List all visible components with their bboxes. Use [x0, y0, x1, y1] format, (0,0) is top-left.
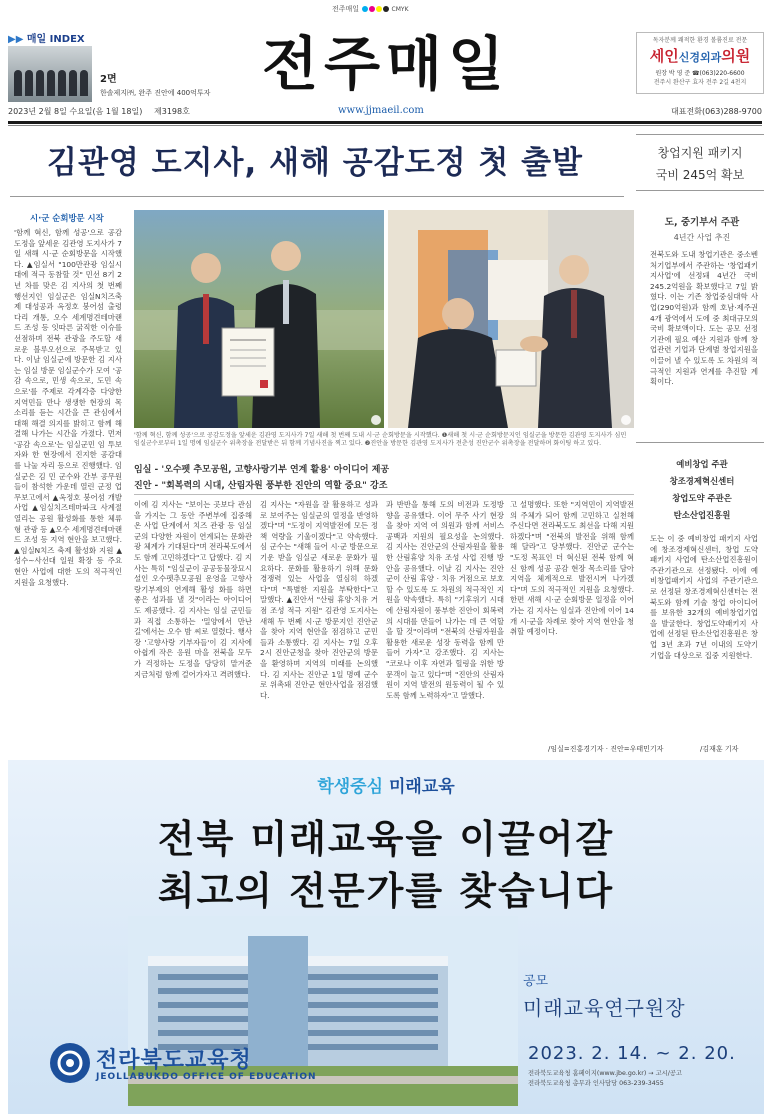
ad-note-website[interactable]: 전라북도교육청 홈페이지(www.jbe.go.kr) → 고시/공고 [528, 1070, 683, 1077]
phone-number: 대표전화(063)288-9700 [671, 107, 762, 116]
clinic-ad[interactable]: 독자분께 쾌적한 환경 볼륨진료 전문 세인신경외과의원 원장 박 영 준 ☎(063)220-6600 전주시 완산구 효자 전주 2길 4천지 [636, 32, 764, 94]
body-column-3: 과 반반을 통해 도의 비전과 도정방향을 공유했다. 이어 무주 사기 현장을 찾아 지역 여 의원과 함께 서비스 공백과 지원의 필요성을 논의했다. 김 지사는 진안군의 산림자원을 활용한 산림휴양 치유 조성 사업 진행 방안을 공유했다. 이날 김 지사는 진안군이 산림 휴양 · 치유 거점으로 보호할 수 있도록 도 차원의 적극적인 지원을 약속했다. 특히 "기후위기 시대에 산림자원이 풍부한 진안이 회복력의 시대를 만들어 나가는 데 큰 역할을 할 것"이라며 "전북의 산림자원을 활용한 새로운 성장 동력을 함께 만들어 가자"고 강조했다. 김 지사는 "코로나 이후 자연과 힐링을 위한 방문객이 늘고 있다"며 "진안의 산림자원이 지역 발전의 원동력이 될 수 있도록 함께 노력하자"고 말했다. [386, 500, 504, 700]
dateline [8, 106, 762, 119]
ad-headline-2: 최고의 전문가를 찾습니다 [157, 869, 615, 913]
issue-date: 2023년 2월 8일 수요일(음 1월 18일) [8, 107, 143, 116]
body-column-4: 고 설명했다. 또한 "지역민이 지역발전의 주체가 되어 함께 고민하고 실천해 주신다면 전라북도도 최선을 다해 지원하겠다"며 "전북의 발전을 위해 함께 해 달라"고 당부했다. 진안군 군수는 "도정 목표인 더 혁신된 전북 함께 혁신 함께 성공 공감 현장 목소리를 담아 지역을 체계적으로 발전시켜 나가겠다"며 도의 적극적인 지원을 요청했다. 한편 새해 시·군 순회방문 일정을 이어가는 김 지사는 임실과 진안에 이어 14개 시·군을 차례로 찾아 지역 현안을 청취할 예정이다. [510, 500, 634, 637]
index-title: ▶▶ 매일 INDEX [8, 34, 85, 45]
photo-caption: '함께 혁신, 함께 성공'으로 공감도정을 앞세운 김관영 도지사가 7일 새해 첫 번째 도내 시·군 순회방문을 시작했다. ❶새해 첫 시·군 순회방문지인 임실군을 방문한 김관영 도지사가 심민 임실군수로부터 1일 명예 임실군수 위촉장을 전달받은 뒤 함께 기념사진을 찍고 있다. ❷진안을 방문한 김관영 도지사가 전춘성 진안군수 위촉장을 전달하며 화이팅 하고 있다. [134, 432, 627, 447]
body-column-2: 김 지사는 "자원을 잘 활용하고 성과로 보여주는 임실군의 열정을 반영하겠다"며 "도정이 지역발전에 모든 정책 역량을 기울이겠다"고 약속했다. 심 군수는 "새해 들어 시·군 방문으로 기운 받을 임실군 새로운 문화가 필요하다. 문화를 활용하기 위해 문화 경쟁력 있는 사업을 열심히 하겠다"며 "특별한 지원을 부탁한다"고 말했다. ▲진안서 "산림 휴양·치유 거점 조성 적극 지원" 김관영 도지사는 새해 두 번째 시·군 방문지인 진안군을 찾아 지역 현안을 점검하고 군민들과 소통했다. 김 지사는 7일 오후 2시 진안군청을 찾아 진안군의 방문을 환영하며 지역의 미래를 논의했다. 김 지사는 진안군 1일 명예 군수로 위촉돼 진안군 현안사업을 점검했다. [260, 500, 378, 700]
article-byline: /임실=진홍경기자 · 진안=우태민기자 [548, 745, 664, 753]
clinic-name: 세인신경외과의원 [649, 47, 751, 65]
right-subhead-1: 도, 중기부서 주관 [664, 217, 740, 228]
ad-date: 2023. 2. 14. ~ 2. 20. [528, 1043, 736, 1064]
left-column-text: '함께 혁신, 함께 성공'으로 공감도정을 앞세운 김관영 도지사가 7일 새해 시·군 순회방문을 시작했다. ▲임실서 "100만관광 임실시대에 적극 동참할 것" 민선 8기 2년 차를 맞은 김 지사의 첫 번째 행선지인 임실군은 임실N치즈축제 대성공과 옥정호 붕어섬 출렁다리 개통, 오수 세계명견테마랜드 조성 등 잇따른 굵직한 이슈를 선점하며 전북 관광을 주도할 새로운 블루오션으로 주목받고 있다. 이날 임실군에 방문한 김 지사는 임실 방문 임실군수가 모여 '공감 속으로, 민생 속으로, 도민 속으로'를 주제로 각계각층 다양한 지역민들 만나 생생한 현장의 목소리를 듣는 시간을 큰 관심에서 대해 해결 의지를 밝히고 함께 해결해 나가는 시간을 가졌다. 먼저 '공감 속으로'는 임실군민 임 투보자와 한 현장에서 진지한 공감대를 나눌 자리 등으로 진행했다. 임실군은 김 민 군수와 간부 공무원들이 참석한 가운데 열린 군정 업무보고에서 ▲옥정호 붕어섬 개발 사업 ▲임실치즈테마파크 사계절 열리는 공원 활성화를 통한 체류형 관광 등 ▲오수 세계명견테마랜드 조성 등 지역 현안을 보고했다. ▲임실N치즈 축제 활성화 지원 ▲성수∼사선대 일원 확장 등 주요 현안 사업에 대한 도의 적극적인 지원을 요청했다. [14, 228, 122, 587]
issue-number: 제3198호 [154, 107, 190, 116]
right-rule [636, 134, 764, 135]
subhead-rule [134, 494, 634, 495]
ad-slogan: 학생중심 미래교육 [317, 777, 455, 797]
right-subhead-2: 4년간 사업 추진 [673, 233, 731, 242]
index-page: 2면 [100, 74, 117, 85]
education-office-ad[interactable] [8, 760, 764, 1114]
photo-jinan [388, 210, 634, 428]
ad-position-title: 미래교육연구원장 [523, 996, 686, 1020]
press-label: 전주매일 CMYK [332, 5, 409, 13]
right-rule-2 [636, 442, 764, 443]
ad-note-contact: 전라북도교육청 총무과 인사담당 063-239-3455 [528, 1080, 664, 1087]
right-subhead-4: 창업도약 주관은 탄소산업진흥원 [672, 493, 732, 520]
left-subheading: 시·군 순회방문 시작 [30, 213, 104, 223]
ad-organization-en: JEOLLABUKDO OFFICE OF EDUCATION [96, 1072, 317, 1082]
photo-imsil [134, 210, 384, 428]
index-photo [8, 46, 92, 102]
newspaper-logo: 전주매일 [261, 30, 511, 98]
ad-gongmo-label: 공모 [523, 974, 549, 989]
right-text-2: 도는 이 중 예비창업 패키지 사업에 창조경제혁신센터, 창업 도약 패키지 사업에 탄소산업진흥원이 주관기관으로 선정됐다. 이에 예비창업패키지 사업의 주관기관으로 선정된 창조경제혁신센터는 전북도와 함께 기술 창업 아이디어를 보유한 32개의 예비창업기업을 발굴한다. 창업도약패키지 사업에 선정된 탄소산업진흥원은 창업 3년 초과 7년 이내의 도약기 기업을 대상으로 집중 지원한다. [650, 534, 758, 660]
masthead-rule-thin [8, 125, 762, 126]
article-subhead-imsil: 임실 - '오수펫 추모공원, 고향사랑기부 연계 활용' 아이디어 제공 [134, 465, 390, 475]
index-text: 한솔제지㈜, 완주 진안에 400억투자 [100, 89, 211, 97]
arrow-icon: ▶▶ [8, 34, 24, 45]
right-byline: /김재훈 기자 [700, 745, 739, 753]
right-headline[interactable]: 창업지원 패키지 국비 245억 확보 [655, 146, 745, 182]
body-column-1: 이에 김 지사는 "보이는 곳보다 관심을 가지는 그 동안 주변부에 집중해 온 사업 단계에서 치즈 관광 등 임실군의 다양한 자원이 연계되는 문화관광 체계가 기대된다"며 전라북도에서도 함께 고민하겠다"고 답했다. 김 지사는 특히 "임실군이 공공동물장묘시설인 오수펫추모공원 운영을 고향사랑기부제의 연계해 활성 화를 하면 좋은 성과를 낼 것"이라는 아이디어도 제공했다. 김 지사는 임실 군민들과 직접 소통하는 '밀양에서 만난 길'에서는 오수 밤 씨로 열렸다. 행사장 '고향사랑 기부자들'이 김 지사에 아쉽게 작은 응원 마을 전북을 모두가 걱정하는 도정을 당당히 맡겨준 지금처럼 함께 걸어가자고 격려했다. [134, 500, 252, 679]
main-headline[interactable]: 김관영 도지사, 새해 공감도정 첫 출발 [47, 145, 583, 181]
ad-organization: 전라북도교육청 [96, 1048, 252, 1073]
article-subhead-jinan: 진안 - "회복력의 시대, 산림자원 풍부한 진안의 역할 중요" 강조 [134, 481, 388, 491]
right-subhead-3: 예비창업 주관 창조경제혁신센터 [669, 459, 735, 486]
site-url[interactable]: www.jjmaeil.com [338, 105, 424, 116]
headline-rule [10, 196, 624, 197]
masthead-rule [8, 121, 762, 124]
right-text-1: 전북도와 도내 창업기관은 중소벤처기업부에서 주관하는 '창업패키지사업'에 선정돼 4년간 국비 245.2억원을 확보했다고 7일 밝혔다. 이는 기존 창업중심대학 사업(290억원)과 함께 호남·제주권 4개 광역에서 도에 중 최대규모의 국비 확보액이다. 도는 공모 선정기관에 필요 예산 지원과 함께 창업관련 기업과 단계별 창업지원을 이끌어 낼 수 있도록 도 차원의 적극적인 지원과 연계를 추진할 계획이다. [650, 250, 758, 387]
education-office-logo-icon [50, 1043, 90, 1083]
ad-headline-1: 전북 미래교육을 이끌어갈 [157, 817, 615, 861]
